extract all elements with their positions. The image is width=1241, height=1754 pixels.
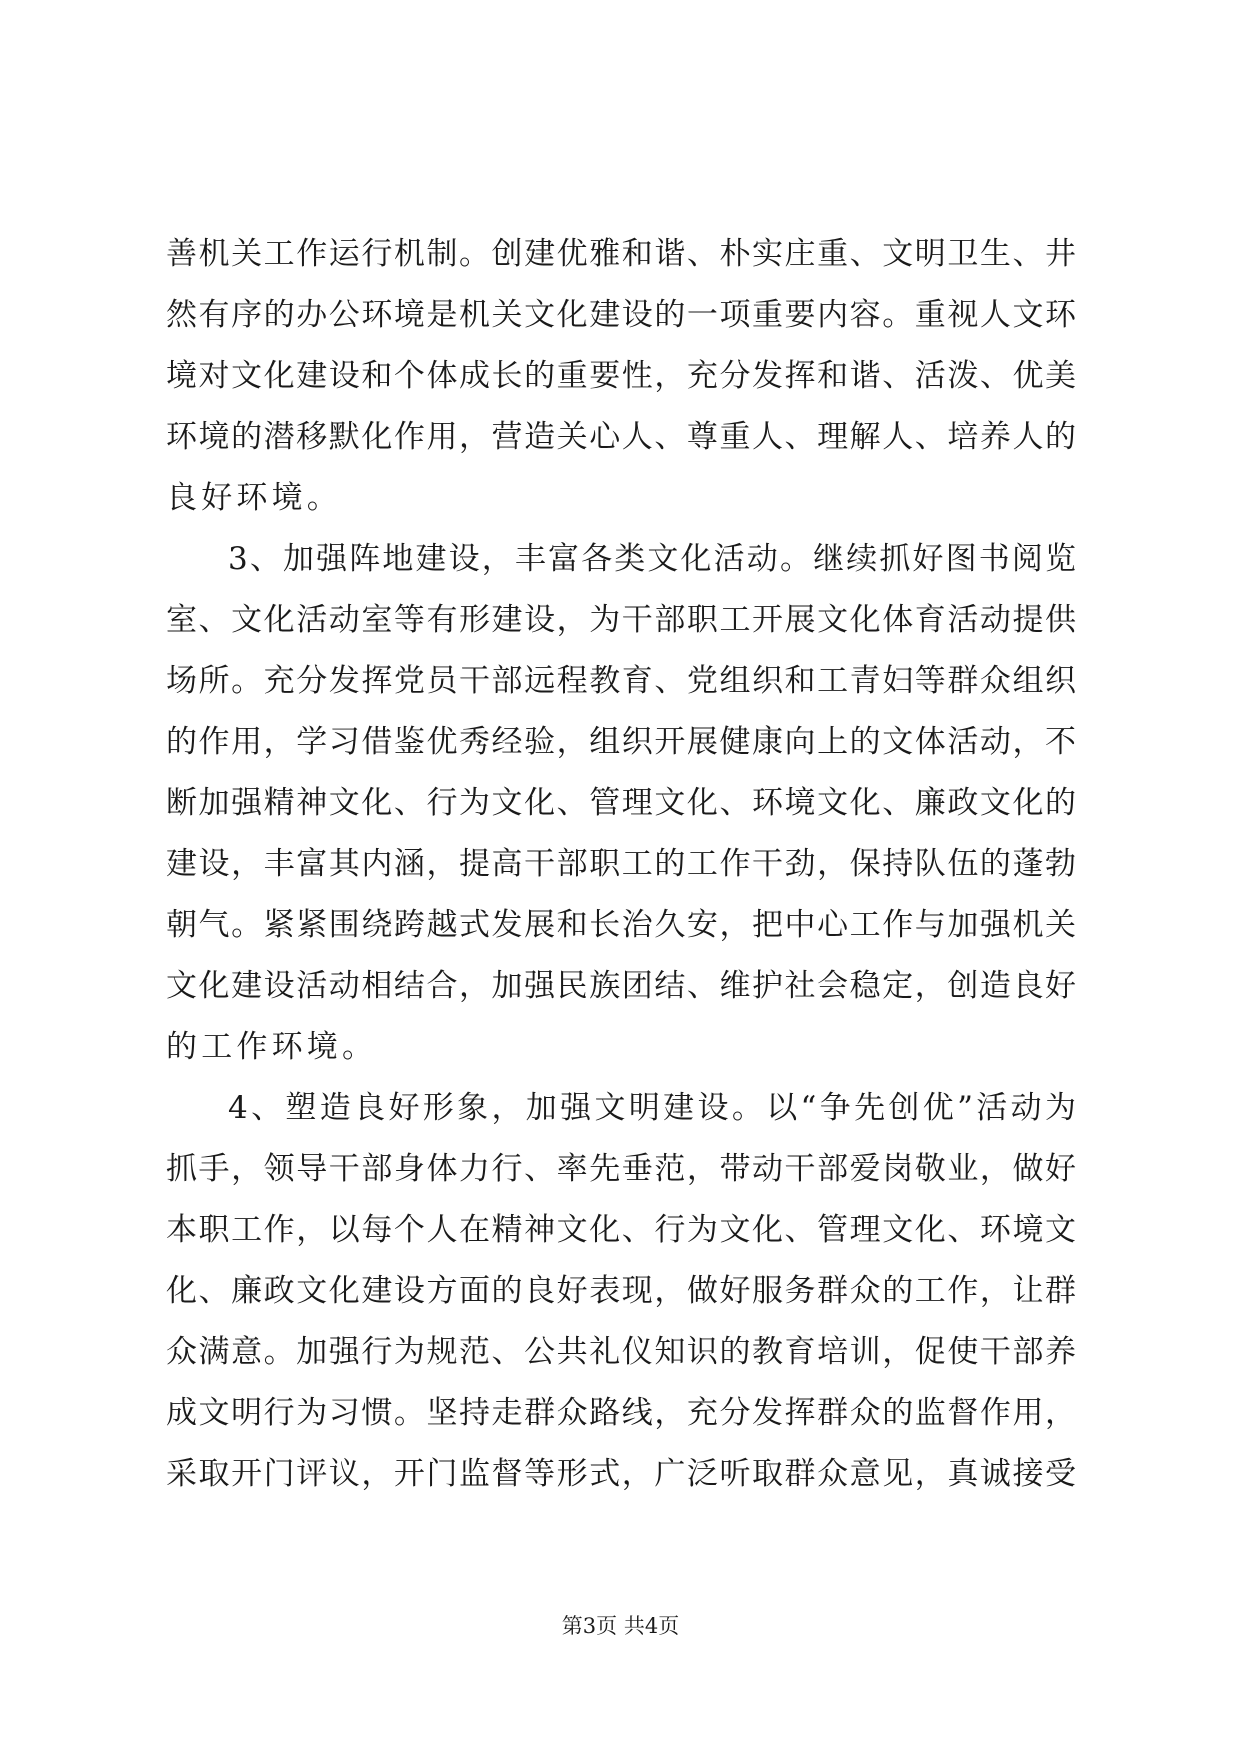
- paragraph-line: 场所。充分发挥党员干部远程教育、党组织和工青妇等群众组织: [166, 663, 1076, 699]
- paragraph-line: 然有序的办公环境是机关文化建设的一项重要内容。重视人文环: [166, 297, 1076, 333]
- paragraph-line: 环境的潜移默化作用，营造关心人、尊重人、理解人、培养人的: [166, 419, 1076, 455]
- paragraph-line: 境对文化建设和个体成长的重要性，充分发挥和谐、活泼、优美: [166, 358, 1076, 394]
- paragraph-line: 本职工作，以每个人在精神文化、行为文化、管理文化、环境文: [166, 1212, 1076, 1248]
- paragraph-line: 的作用，学习借鉴优秀经验，组织开展健康向上的文体活动，不: [166, 724, 1076, 760]
- document-body: [166, 224, 1076, 1505]
- paragraph-line: 断加强精神文化、行为文化、管理文化、环境文化、廉政文化的: [166, 785, 1076, 821]
- paragraph-line: 3、加强阵地建设，丰富各类文化活动。继续抓好图书阅览: [228, 541, 1076, 577]
- paragraph-line: 的工作环境。: [166, 1029, 378, 1065]
- paragraph-line: 文化建设活动相结合，加强民族团结、维护社会稳定，创造良好: [166, 968, 1076, 1004]
- paragraph-line: 善机关工作运行机制。创建优雅和谐、朴实庄重、文明卫生、井: [166, 236, 1076, 272]
- paragraph-line: 众满意。加强行为规范、公共礼仪知识的教育培训，促使干部养: [166, 1334, 1076, 1370]
- paragraph-line: 采取开门评议，开门监督等形式，广泛听取群众意见，真诚接受: [166, 1456, 1076, 1492]
- paragraph-line: 良好环境。: [166, 480, 342, 516]
- paragraph-line: 4、塑造良好形象，加强文明建设。以“争先创优”活动为: [228, 1090, 1076, 1126]
- paragraph-line: 成文明行为习惯。坚持走群众路线，充分发挥群众的监督作用，: [166, 1395, 1076, 1431]
- paragraph-line: 化、廉政文化建设方面的良好表现，做好服务群众的工作，让群: [166, 1273, 1076, 1309]
- paragraph-line: 建设，丰富其内涵，提高干部职工的工作干劲，保持队伍的蓬勃: [166, 846, 1076, 882]
- paragraph-line: 室、文化活动室等有形建设，为干部职工开展文化体育活动提供: [166, 602, 1076, 638]
- paragraph-line: 抓手，领导干部身体力行、率先垂范，带动干部爱岗敬业，做好: [166, 1151, 1076, 1187]
- paragraph-line: 朝气。紧紧围绕跨越式发展和长治久安，把中心工作与加强机关: [166, 907, 1076, 943]
- page-number-footer: 第3页 共4页: [561, 1614, 680, 1638]
